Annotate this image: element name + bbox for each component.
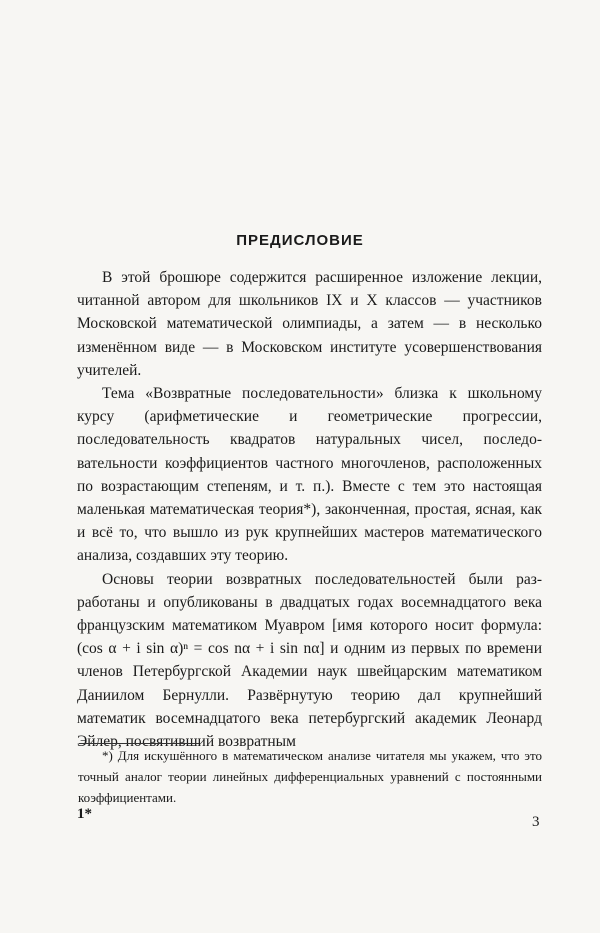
paragraph-2: Тема «Возвратные последовательности» близка к школьному курсу (арифметические и геометрические прогрессии, последовательность квадратов натуральных чисел, последовательности коэффициентов частного многочленов, расположенных по возрастающим степеням, и т. п.). Вместе с тем это настоящая маленькая математическая теория*), законченная, простая, ясная, как и всё то, что вышло из рук крупнейших мастеров математического анализа, создавших эту теорию. <box>77 385 542 565</box>
body-text <box>77 266 542 753</box>
footnote-text: *) Для искушённого в математическом анализе читателя мы укажем, что это точный аналог теории линейных дифференциальных уравнений с постоянными коэффициентами. <box>78 748 542 805</box>
signature-mark: 1* <box>77 806 92 822</box>
page-title: ПРЕДИСЛОВИЕ <box>236 232 364 249</box>
page-number: 3 <box>532 814 540 830</box>
footnote <box>78 746 542 808</box>
paragraph-1: В этой брошюре содержится расширенное изложение лекции, читанной автором для школьников IX и X классов — участников Московской математической олимпиады, а затем — в несколько изменённом виде — в Московском институте усовершенствования учителей. <box>77 269 542 379</box>
footnote-divider <box>79 743 199 744</box>
paragraph-3: Основы теории возвратных последовательностей были разработаны и опубликованы в двадцатых годах восемнадцатого века французским математиком Муавром [имя которого носит формула: (cos α + i sin α)ⁿ = cos nα + i sin nα] и одним из первых по времени членов Петербургской Академии наук швейцарским математиком Даниилом Бернулли. Развёрнутую теорию дал крупнейший математик восемнадцатого века петербургский академик Леонард Эйлер, посвятивший возвратным <box>77 570 542 751</box>
